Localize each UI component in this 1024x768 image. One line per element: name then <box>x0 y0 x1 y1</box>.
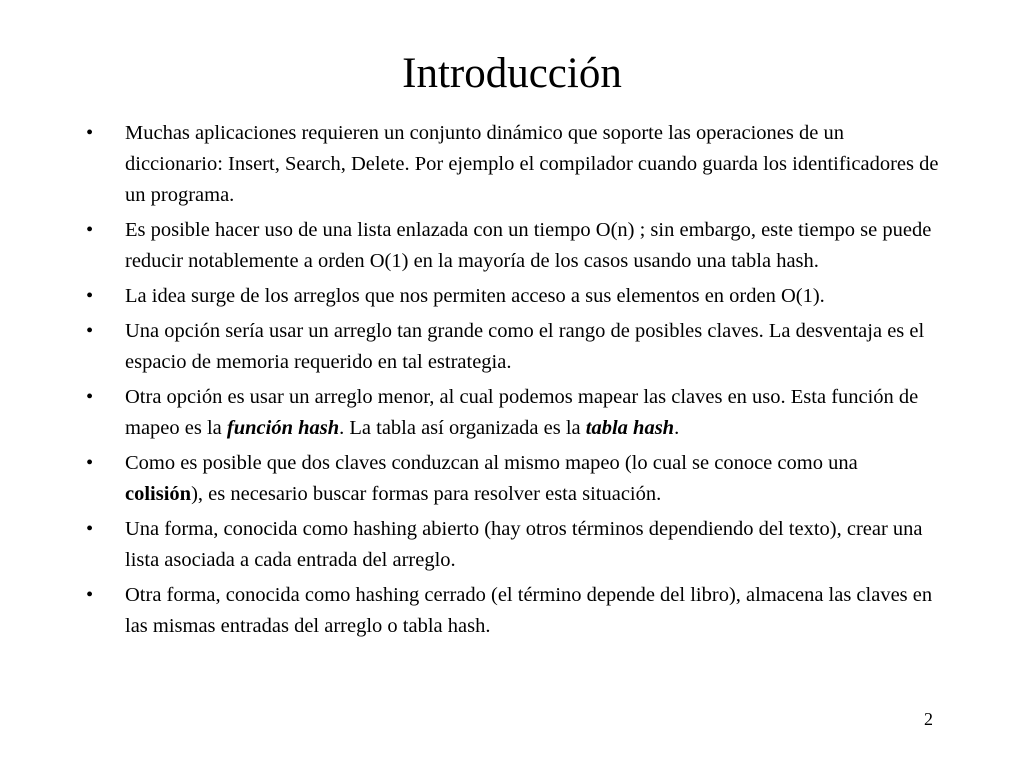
bullet-item <box>0 118 940 211</box>
bullet-marker: • <box>86 122 94 144</box>
bullet-text: Muchas aplicaciones requieren un conjunto dinámico que soporte las operaciones de un diccionario: Insert, Search, Delete. Por ejemplo el compilador cuando guarda los identificadores de un programa. <box>125 122 939 206</box>
bullet-text: Una forma, conocida como hashing abierto (hay otros términos dependiendo del texto), crear una lista asociada a cada entrada del arreglo. <box>125 518 923 571</box>
bullet-marker: • <box>86 584 94 606</box>
bullet-text: Otra forma, conocida como hashing cerrado (el término depende del libro), almacena las claves en las mismas entradas del arreglo o tabla hash. <box>125 584 933 637</box>
emphasis-colision: colisión <box>125 483 192 505</box>
emphasis-tabla-hash: tabla hash <box>585 417 675 439</box>
bullet-marker: • <box>86 219 94 241</box>
bullet-text: ), es necesario buscar formas para resolver esta situación. <box>191 483 662 505</box>
slide-title: Introducción <box>402 50 622 97</box>
bullet-marker: • <box>86 320 94 342</box>
bullet-item <box>0 580 940 642</box>
bullet-marker: • <box>86 452 94 474</box>
bullet-marker: • <box>86 518 94 540</box>
emphasis-funcion-hash: función hash <box>226 417 340 439</box>
bullet-text: Como es posible que dos claves conduzcan al mismo mapeo (lo cual se conoce como una <box>125 452 858 474</box>
bullet-item <box>0 316 940 378</box>
bullet-text: Una opción sería usar un arreglo tan grande como el rango de posibles claves. La desventaja es el espacio de memoria requerido en tal estrategia. <box>125 320 925 373</box>
bullet-marker: • <box>86 285 94 307</box>
bullet-item <box>0 215 940 277</box>
page-number: 2 <box>924 709 933 729</box>
bullet-text: Es posible hacer uso de una lista enlazada con un tiempo O(n) ; sin embargo, este tiempo se puede reducir notablemente a orden O(1) en la mayoría de los casos usando una tabla hash. <box>125 219 932 272</box>
bullet-text: La idea surge de los arreglos que nos permiten acceso a sus elementos en orden O(1). <box>125 285 825 307</box>
bullet-item <box>0 382 940 444</box>
bullet-item <box>0 514 940 576</box>
bullet-list <box>0 118 1024 646</box>
bullet-item <box>0 448 940 510</box>
bullet-marker: • <box>86 386 94 408</box>
bullet-text: . La tabla así organizada es la <box>339 417 586 439</box>
bullet-item <box>0 281 940 312</box>
bullet-text: . <box>674 417 680 439</box>
bullet-text: Otra opción es usar un arreglo menor, al cual podemos mapear las claves en uso. Esta función de mapeo es la <box>125 386 919 439</box>
